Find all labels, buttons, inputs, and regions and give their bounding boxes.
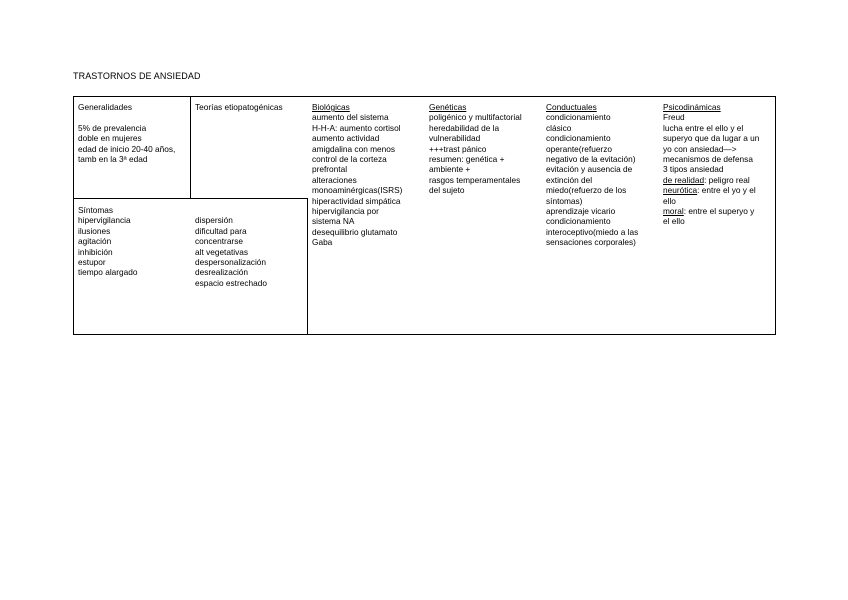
anxiety-type-neurotic-cont: ello xyxy=(663,195,676,206)
geneticas-line: del sujeto xyxy=(429,185,465,196)
biologicas-line: aumento del sistema xyxy=(312,112,389,123)
anxiety-type-moral-desc: : entre el superyo y xyxy=(683,206,755,217)
psicodinamicas-line: mecanismos de defensa xyxy=(663,154,753,165)
conductuales-heading: Conductuales xyxy=(546,102,597,112)
psicodinamicas-line: yo con ansiedad—> xyxy=(663,143,737,154)
sintoma-item: dispersión xyxy=(195,215,233,226)
conductuales-line: interoceptivo(miedo a las xyxy=(546,226,639,237)
anxiety-type-moral-cont: el ello xyxy=(663,216,685,227)
cell-teorias xyxy=(195,102,283,112)
geneticas-heading: Genéticas xyxy=(429,102,467,112)
anxiety-type-real-desc: : peligro real xyxy=(704,174,750,185)
sintoma-item: dificultad para xyxy=(195,225,247,236)
anxiety-type-neurotic-term: neurótica xyxy=(663,185,698,196)
teorias-heading: Teorías etiopatogénicas xyxy=(195,102,283,112)
biologicas-line: hiperactividad simpática xyxy=(312,195,401,206)
sintoma-item: hipervigilancia xyxy=(78,215,131,226)
conductuales-line: aprendizaje vicario xyxy=(546,206,616,217)
generalidades-line: edad de inicio 20-40 años, xyxy=(78,143,176,154)
geneticas-line: rasgos temperamentales xyxy=(429,174,521,185)
sintoma-item: despersonalización xyxy=(195,257,267,268)
anxiety-type-real-term: de realidad xyxy=(663,174,705,185)
biologicas-line: H-H-A: aumento cortisol xyxy=(312,122,401,133)
biologicas-line: prefrontal xyxy=(312,164,348,175)
biologicas-line: amigdalina con menos xyxy=(312,143,396,154)
conductuales-line: miedo(refuerzo de los xyxy=(546,185,627,196)
cell-geneticas xyxy=(429,102,522,196)
generalidades-line: doble en mujeres xyxy=(78,133,142,144)
generalidades-heading: Generalidades xyxy=(78,102,132,112)
conductuales-line: clásico xyxy=(546,122,572,133)
biologicas-line: sistema NA xyxy=(312,216,355,227)
sintoma-item: alt vegetativas xyxy=(195,246,249,257)
psicodinamicas-line: lucha entre el ello y el xyxy=(663,122,744,133)
conductuales-line: extinción del xyxy=(546,174,593,185)
biologicas-line: desequilibrio glutamato xyxy=(312,226,398,237)
sintoma-item: estupor xyxy=(78,257,106,268)
cell-sintomas-col2 xyxy=(195,215,267,288)
anxiety-type-neurotic xyxy=(663,185,759,195)
anxiety-type-moral xyxy=(663,206,759,216)
divider-generalidades-teorias xyxy=(190,96,191,198)
biologicas-line: monoaminérgicas(ISRS) xyxy=(312,185,403,196)
cell-sintomas xyxy=(78,205,138,278)
psicodinamicas-line: 3 tipos ansiedad xyxy=(663,164,724,175)
biologicas-heading: Biológicas xyxy=(312,102,350,112)
biologicas-line: hipervigilancia por xyxy=(312,206,379,217)
sintoma-item: concentrarse xyxy=(195,236,243,247)
conductuales-line: condicionamiento xyxy=(546,112,611,123)
cell-psicodinamicas xyxy=(663,102,759,227)
psicodinamicas-line: Freud xyxy=(663,112,685,123)
sintomas-heading: Síntomas xyxy=(78,205,114,215)
geneticas-line: resumen: genética + xyxy=(429,154,505,165)
conductuales-line: evitación y ausencia de xyxy=(546,164,633,175)
sintoma-item: inhibición xyxy=(78,246,113,257)
geneticas-line: +++trast pánico xyxy=(429,143,487,154)
geneticas-line: poligénico y multifactorial xyxy=(429,112,522,123)
sintoma-item: agitación xyxy=(78,236,112,247)
anxiety-type-real xyxy=(663,175,759,185)
cell-biologicas xyxy=(312,102,402,248)
biologicas-line: control de la corteza xyxy=(312,154,387,165)
document-title: TRASTORNOS DE ANSIEDAD xyxy=(73,71,201,81)
conductuales-line: operante(refuerzo xyxy=(546,143,612,154)
geneticas-line: vulnerabilidad xyxy=(429,133,481,144)
sintoma-item: espacio estrechado xyxy=(195,277,267,288)
divider-left-block xyxy=(307,198,308,335)
cell-conductuales xyxy=(546,102,638,248)
sintoma-item: ilusiones xyxy=(78,225,111,236)
generalidades-line: 5% de prevalencia xyxy=(78,122,147,133)
psicodinamicas-line: superyo que da lugar a un xyxy=(663,133,760,144)
cell-generalidades xyxy=(78,102,175,164)
geneticas-line: heredabilidad de la xyxy=(429,122,500,133)
biologicas-line: aumento actividad xyxy=(312,133,380,144)
conductuales-line: sensaciones corporales) xyxy=(546,237,636,248)
anxiety-type-neurotic-desc: : entre el yo y el xyxy=(697,185,756,196)
conductuales-line: condicionamiento xyxy=(546,133,611,144)
conductuales-line: condicionamiento xyxy=(546,216,611,227)
conductuales-line: síntomas) xyxy=(546,195,583,206)
geneticas-line: ambiente + xyxy=(429,164,471,175)
sintoma-item: tiempo alargado xyxy=(78,267,138,278)
sintoma-item: desrealización xyxy=(195,267,249,278)
anxiety-type-moral-term: moral xyxy=(663,206,684,217)
generalidades-line: tamb en la 3ª edad xyxy=(78,154,148,165)
psicodinamicas-heading: Psicodinámicas xyxy=(663,102,721,112)
conductuales-line: negativo de la evitación) xyxy=(546,154,636,165)
biologicas-line: Gaba xyxy=(312,237,333,248)
biologicas-line: alteraciones xyxy=(312,174,357,185)
divider-sintomas-top xyxy=(73,198,308,199)
